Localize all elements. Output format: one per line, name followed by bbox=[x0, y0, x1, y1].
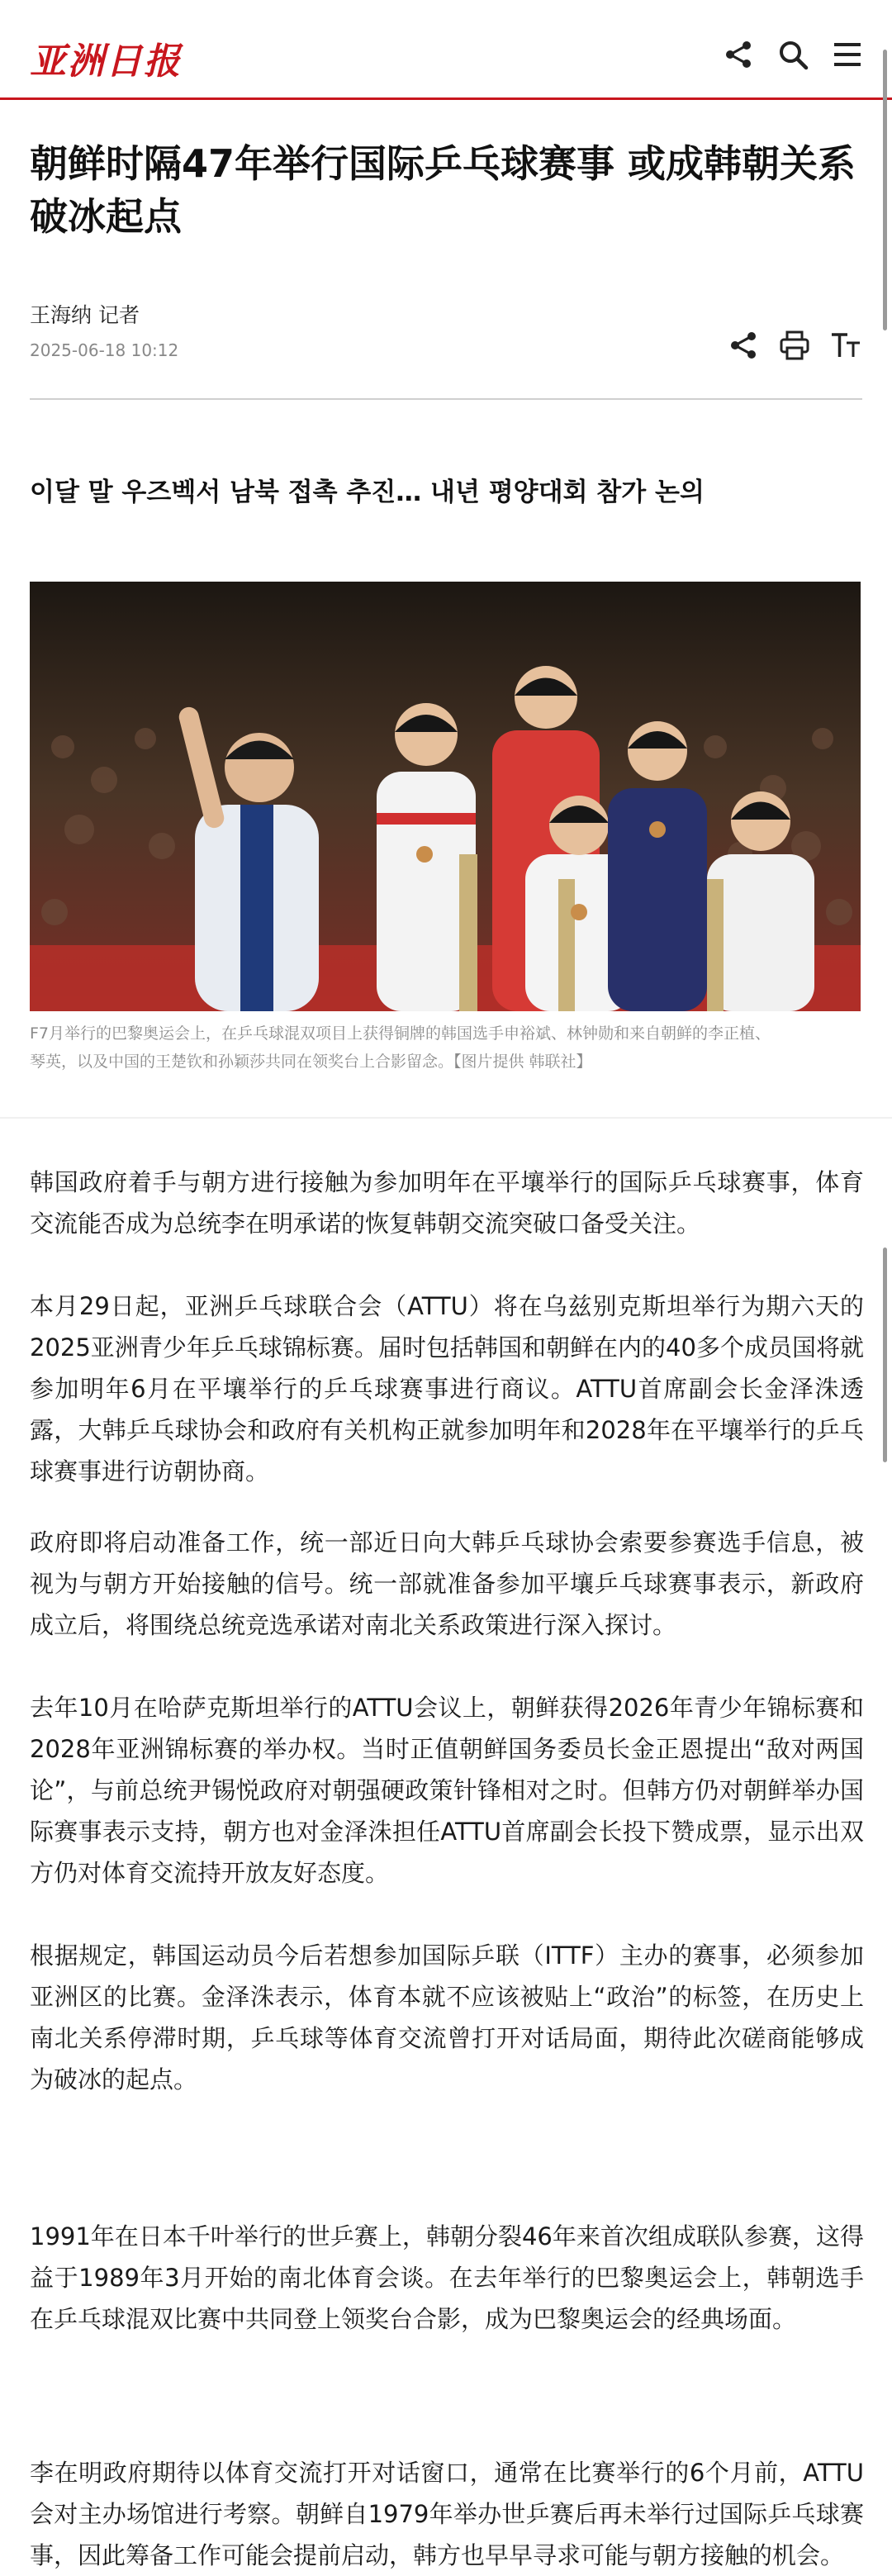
search-icon[interactable] bbox=[776, 38, 809, 71]
article-paragraph: 去年10月在哈萨克斯坦举行的ATTU会议上，朝鲜获得2026年青少年锦标赛和2028年亚洲锦标赛的举办权。当时正值朝鲜国务委员长金正恩提出“敌对两国论”，与前总统尹锡悦政府对朝强硬政策针锋相对之时。但韩方仍对朝鲜举办国际赛事表示支持，朝方也对金泽洙担任ATTU首席副会长投下赞成票，显示出双方仍对体育交流持开放友好态度。 bbox=[30, 1694, 864, 1887]
article-author: 王海纳 记者 bbox=[30, 303, 140, 327]
article-paragraph: 本月29日起，亚洲乒乓球联合会（ATTU）将在乌兹别克斯坦举行为期六天的2025亚洲青少年乒乓球锦标赛。届时包括韩国和朝鲜在内的40多个成员国将就参加明年6月在平壤举行的乒乓球赛事进行商议。ATTU首席副会长金泽洙透露，大韩乒乓球协会和政府有关机构正就参加明年和2028年在平壤举行的乒乓球赛事进行访朝协商。 bbox=[30, 1292, 864, 1485]
article-paragraph: 1991年在日本千叶举行的世乒赛上，韩朝分裂46年来首次组成联队参赛，这得益于1989年3月开始的南北体育会谈。在去年举行的巴黎奥运会上，韩朝选手在乒乓球混双比赛中共同登上领奖台合影，成为巴黎奥运会的经典场面。 bbox=[30, 2222, 864, 2333]
menu-icon[interactable] bbox=[831, 38, 864, 71]
share-icon[interactable] bbox=[722, 38, 755, 71]
article-paragraph: 李在明政府期待以体育交流打开对话窗口，通常在比赛举行的6个月前，ATTU会对主办场馆进行考察。朝鲜自1979年举办世乒赛后再未举行过国际乒乓球赛事，因此筹备工作可能会提前启动，韩方也早早寻求可能与朝方接触的机会。 bbox=[30, 2459, 864, 2569]
top-actions bbox=[722, 38, 864, 71]
section-divider bbox=[0, 1117, 892, 1119]
print-icon[interactable] bbox=[778, 329, 811, 362]
scrollbar-thumb[interactable] bbox=[883, 50, 887, 330]
photo-caption bbox=[30, 1019, 861, 1076]
text-size-icon[interactable] bbox=[829, 329, 862, 362]
article-headline: 朝鲜时隔47年举行国际乒乓球赛事 或成韩朝关系破冰起点 bbox=[30, 141, 856, 239]
scrollbar-thumb-secondary[interactable] bbox=[883, 1248, 887, 1462]
article-paragraph: 韩国政府着手与朝方进行接触为参加明年在平壤举行的国际乒乓球赛事，体育交流能否成为总统李在明承诺的恢复韩朝交流突破口备受关注。 bbox=[30, 1168, 864, 1238]
article-date: 2025-06-18 10:12 bbox=[30, 340, 179, 360]
share-icon[interactable] bbox=[727, 329, 760, 362]
article-paragraph: 根据规定，韩国运动员今后若想参加国际乒联（ITTF）主办的赛事，必须参加亚洲区的比赛。金泽洙表示，体育本就不应该被贴上“政治”的标签，在历史上南北关系停滞时期，乒乓球等体育交流曾打开对话局面，期待此次磋商能够成为破冰的起点。 bbox=[30, 1942, 864, 2094]
photo-caption-line-2: 琴英，以及中国的王楚钦和孙颖莎共同在领奖台上合影留念。【图片提供 韩联社】 bbox=[30, 1053, 592, 1071]
article-tools bbox=[727, 329, 862, 362]
article-photo[interactable] bbox=[30, 582, 861, 1011]
top-bar bbox=[0, 0, 892, 100]
site-logo[interactable]: 亚洲日报 bbox=[30, 40, 182, 83]
article-paragraph: 政府即将启动准备工作，统一部近日向大韩乒乓球协会索要参赛选手信息，被视为与朝方开始接触的信号。统一部就准备参加平壤乒乓球赛事表示，新政府成立后，将围绕总统竞选承诺对南北关系政策进行深入探讨。 bbox=[30, 1528, 864, 1639]
header-divider bbox=[30, 398, 862, 400]
article-subheadline: 이달 말 우즈벡서 남북 접촉 추진… 내년 평양대회 참가 논의 bbox=[30, 478, 705, 507]
photo-caption-line-1: F7月举行的巴黎奥运会上，在乒乓球混双项目上获得铜牌的韩国选手申裕斌、林钟勋和来自朝鲜的李正植、 bbox=[30, 1024, 771, 1043]
